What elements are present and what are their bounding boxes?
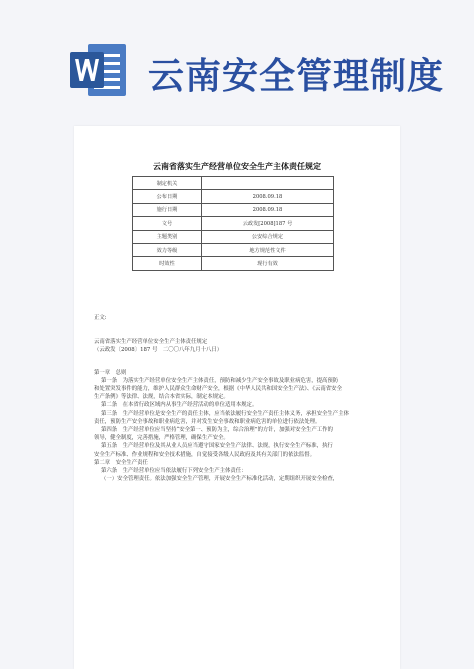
- body-line: 云南省落实生产经营单位安全生产主体责任规定: [94, 339, 208, 346]
- body-line: 第四条 生产经营单位应当坚持“安全第一、预防为主，综合治理”的方针，加强对安全生产工作的: [101, 427, 333, 434]
- info-value: 云政发[2008]187 号: [202, 217, 334, 230]
- info-value: 公安综合规定: [202, 230, 334, 243]
- info-key: 主题类别: [133, 230, 202, 243]
- info-value: 2008.09.18: [202, 190, 334, 203]
- word-icon: [68, 40, 128, 100]
- info-key: 公布日期: [133, 190, 202, 203]
- chapter-heading: 第一章 总则: [94, 369, 127, 376]
- body-line: （一）安全管理责任。依法加强安全生产管理，开展安全生产标准化活动，定期组织开展安全检查，: [101, 476, 339, 483]
- info-key: 时效性: [133, 257, 202, 270]
- document-body: [94, 314, 378, 483]
- info-row: [133, 203, 334, 216]
- body-line: 责任，预防生产安全事故和职业病危害，并对发生安全事故和职业病危害的单位进行依法处理。: [94, 418, 321, 425]
- info-key: 制定机关: [133, 177, 202, 190]
- body-line: 第一条 为落实生产经营单位安全生产主体责任，预防和减少生产安全事故及职业病危害，提高预防: [101, 377, 339, 384]
- info-row: [133, 230, 334, 243]
- info-row: [133, 243, 334, 256]
- body-line: （云政发〔2008〕187 号 二〇〇八年九月十八日）: [94, 347, 223, 354]
- body-line: 生产条例》等法律、法规，结合本省实际，制定本规定。: [94, 394, 229, 401]
- banner-title: 云南安全管理制度: [148, 56, 445, 97]
- info-key: 文号: [133, 217, 202, 230]
- info-row: [133, 177, 334, 190]
- document-title: 云南省落实生产经营单位安全生产主体责任规定: [153, 162, 321, 171]
- info-value: 地方规范性文件: [202, 243, 334, 256]
- document-page: [74, 126, 400, 669]
- info-value: 2008.09.18: [202, 203, 334, 216]
- chapter-heading: 第二章 安全生产责任: [94, 459, 148, 466]
- info-table: [132, 176, 334, 271]
- info-row: [133, 217, 334, 230]
- body-line: 第二条 在本省行政区域内从事生产经营活动的单位适用本规定。: [101, 402, 258, 409]
- body-line: 领导，健全制度，完善措施，严格管理，确保生产安全。: [94, 435, 229, 442]
- info-row: [133, 257, 334, 270]
- body-line: 安全生产标准、作业规程和安全技术措施，自觉接受各级人民政府及其有关部门的依法监督。: [94, 451, 316, 458]
- info-key: 施行日期: [133, 203, 202, 216]
- body-line: 和处置突发事件的能力，维护人民群众生命财产安全，根据《中华人民共和国安全生产法》、《云南省安全: [94, 386, 342, 393]
- info-value: [202, 177, 334, 190]
- info-key: 效力等级: [133, 243, 202, 256]
- banner: [0, 0, 474, 118]
- body-label: 正文:: [94, 315, 107, 321]
- body-line: 第五条 生产经营单位及其从业人员应当遵守国家安全生产法律、法规，执行安全生产标准，执行: [101, 443, 333, 450]
- body-line: 第三条 生产经营单位是安全生产的责任主体，应当依法履行安全生产责任主体义务，承担安全生产主体: [101, 410, 349, 417]
- info-value: 现行有效: [202, 257, 334, 270]
- info-row: [133, 190, 334, 203]
- body-line: 第六条 生产经营单位应当依法履行下列安全生产主体责任：: [101, 468, 247, 475]
